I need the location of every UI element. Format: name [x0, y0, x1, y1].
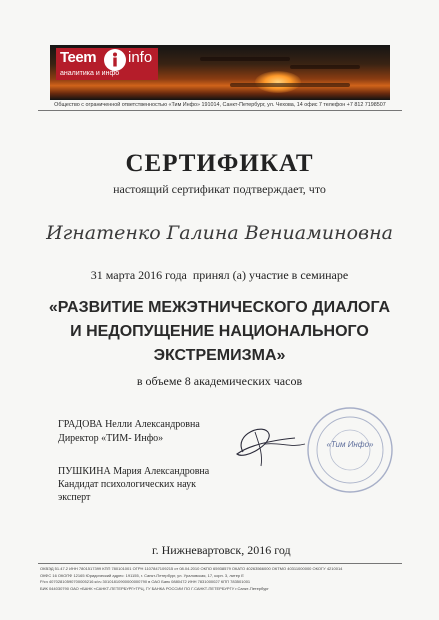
certificate-title: СЕРТИФИКАТ: [125, 150, 314, 177]
logo-subtitle: аналитика и инфо: [60, 70, 120, 77]
requisites-line: ОКФС 16 ОКОПФ 12165 Юридический адрес: 191155, г. Санкт-Петербург, ул. Ураловская, 17, корп. 3, литер Е: [40, 572, 244, 578]
divider: [38, 563, 402, 564]
requisites-line: Р/сч 40702810590700005216 к/сч 30101810900000000790 в ОАО Банк 0880472 ИНН 7831000027 КПП 783501001: [40, 579, 251, 584]
handwritten-signature: [225, 414, 315, 474]
logo-second-text: info: [128, 49, 153, 66]
certificate-subtitle: настоящий сертификат подтверждает, что: [113, 182, 326, 196]
sunset-sun: [255, 71, 301, 93]
seminar-title-line: И НЕДОПУЩЕНИЕ НАЦИОНАЛЬНОГО: [70, 323, 369, 340]
signer-expert: [58, 465, 209, 504]
cloud: [230, 83, 350, 87]
city-year: г. Нижневартовск, 2016 год: [152, 543, 291, 557]
recipient-name: Игнатенко Галина Вениаминовна: [46, 222, 393, 244]
organization-line: Общество с ограниченной ответственностью «Тим Инфо» 191014, Санкт-Петербург, ул. Чехова, 14 офис 7 телефон +7 812 7198507: [54, 102, 386, 108]
seminar-title-line: «РАЗВИТИЕ МЕЖЭТНИЧЕСКОГО ДИАЛОГА: [48, 299, 391, 316]
logo-main-text: Teem: [60, 49, 97, 66]
requisites-line: ОКВЭД 51.47.2 ИНН 7801517399 КПП 780101001 ОГРН 1107847109215 от 08.04.2010 ОКПО 65938579 ОКАТО 40263566000 ОКТМО 40311000000 ОКОГУ 4210014: [40, 566, 343, 571]
cloud: [290, 65, 360, 69]
logo-info-icon: [104, 49, 126, 71]
signer-title: Директор «ТИМ- Инфо»: [58, 433, 164, 444]
divider: [38, 110, 402, 111]
cloud: [200, 57, 290, 61]
signer-name: ПУШКИНА Мария Александровна: [58, 466, 210, 477]
participation-line: 31 марта 2016 года принял (а) участие в семинаре: [90, 268, 349, 282]
signer-director: [58, 418, 200, 446]
hours-line: в объеме 8 академических часов: [136, 374, 303, 388]
seminar-title-line: ЭКСТРЕМИЗМА»: [153, 347, 286, 364]
stamp-text: «Тим Инфо»: [326, 440, 374, 449]
signer-title: Кандидат психологических наук: [58, 479, 196, 490]
company-requisites: [40, 566, 402, 592]
seminar-title: [30, 296, 409, 368]
organization-stamp: [305, 405, 395, 495]
signer-title: эксперт: [58, 492, 91, 503]
requisites-line: БИК 044030790 ОАО «БАНК «САНКТ-ПЕТЕРБУРГ»ТРЦ, ГУ БАНКА РОССИИ ПО Г.САНКТ-ПЕТЕРБУРГУ г.Санкт-Петербург: [40, 585, 269, 591]
signer-name: ГРАДОВА Нелли Александровна: [58, 419, 200, 430]
